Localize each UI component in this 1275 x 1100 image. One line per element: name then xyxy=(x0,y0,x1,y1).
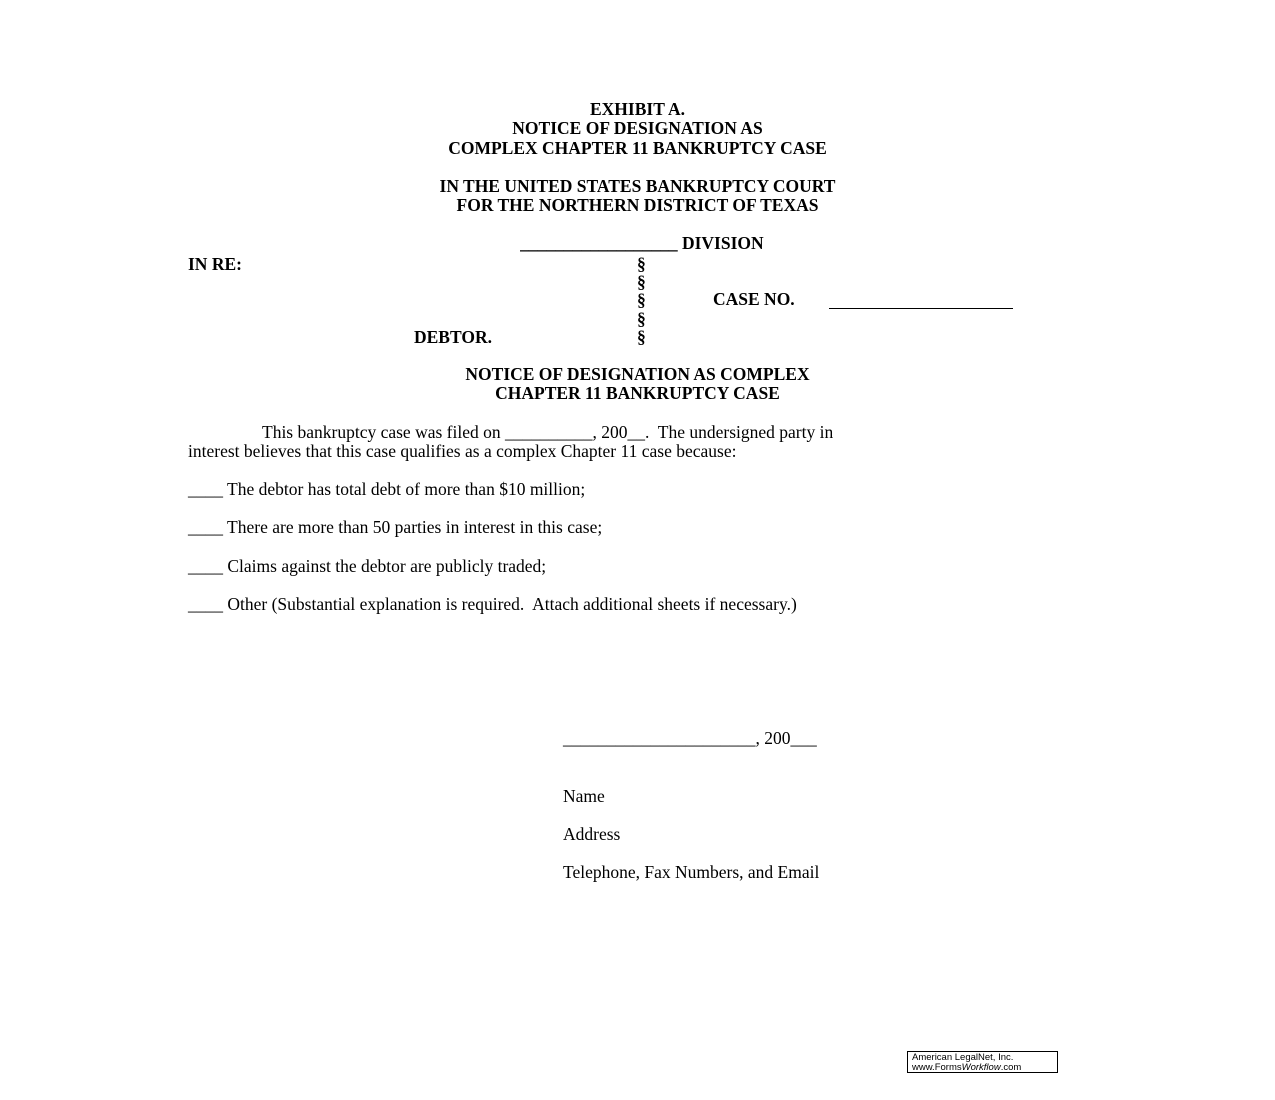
court-line-1: IN THE UNITED STATES BANKRUPTCY COURT xyxy=(439,176,836,196)
paragraph-line-2: interest believes that this case qualifies as a complex Chapter 11 case because: xyxy=(188,441,737,461)
division-blank: __________________ xyxy=(520,233,678,253)
notice-title-line-1: NOTICE OF DESIGNATION AS COMPLEX xyxy=(465,364,810,384)
signature-date-line[interactable]: ______________________, 200___ xyxy=(563,728,817,748)
criteria-item-debt[interactable]: ____ The debtor has total debt of more than $10 million; xyxy=(188,479,586,499)
badge-line-1: American LegalNet, Inc. xyxy=(912,1052,1014,1063)
paragraph-line-1: This bankruptcy case was filed on __________, 200__. The undersigned party in xyxy=(262,422,834,442)
court-division xyxy=(0,215,1275,253)
court-line-2: FOR THE NORTHERN DISTRICT OF TEXAS xyxy=(456,195,819,215)
notice-title-line-2: CHAPTER 11 BANKRUPTCY CASE xyxy=(495,383,780,403)
header-line-2: NOTICE OF DESIGNATION AS xyxy=(512,118,763,138)
section-symbol-3: § xyxy=(637,290,646,310)
badge-line-2: www.FormsWorkflow.com xyxy=(912,1062,1022,1073)
exhibit-title: EXHIBIT A. xyxy=(590,99,685,119)
division-label: DIVISION xyxy=(681,233,764,253)
signature-name: Name xyxy=(563,786,605,806)
case-no-label: CASE NO. xyxy=(713,289,795,309)
criteria-item-traded[interactable]: ____ Claims against the debtor are publicly traded; xyxy=(188,556,547,576)
in-re-label: IN RE: xyxy=(188,254,242,274)
legalnet-badge xyxy=(907,1051,1058,1073)
section-symbol-2: § xyxy=(637,272,646,292)
criteria-item-parties[interactable]: ____ There are more than 50 parties in interest in this case; xyxy=(188,517,603,537)
section-symbol-4: § xyxy=(637,309,646,329)
header-line-3: COMPLEX CHAPTER 11 BANKRUPTCY CASE xyxy=(448,138,827,158)
criteria-item-other[interactable]: ____ Other (Substantial explanation is required. Attach additional sheets if necessary.) xyxy=(188,594,797,614)
debtor-label: DEBTOR. xyxy=(414,327,492,347)
signature-contact: Telephone, Fax Numbers, and Email xyxy=(563,862,820,882)
signature-address: Address xyxy=(563,824,621,844)
case-no-field[interactable] xyxy=(829,290,1013,309)
section-symbol-1: § xyxy=(637,254,646,274)
section-symbol-5: § xyxy=(637,327,646,347)
